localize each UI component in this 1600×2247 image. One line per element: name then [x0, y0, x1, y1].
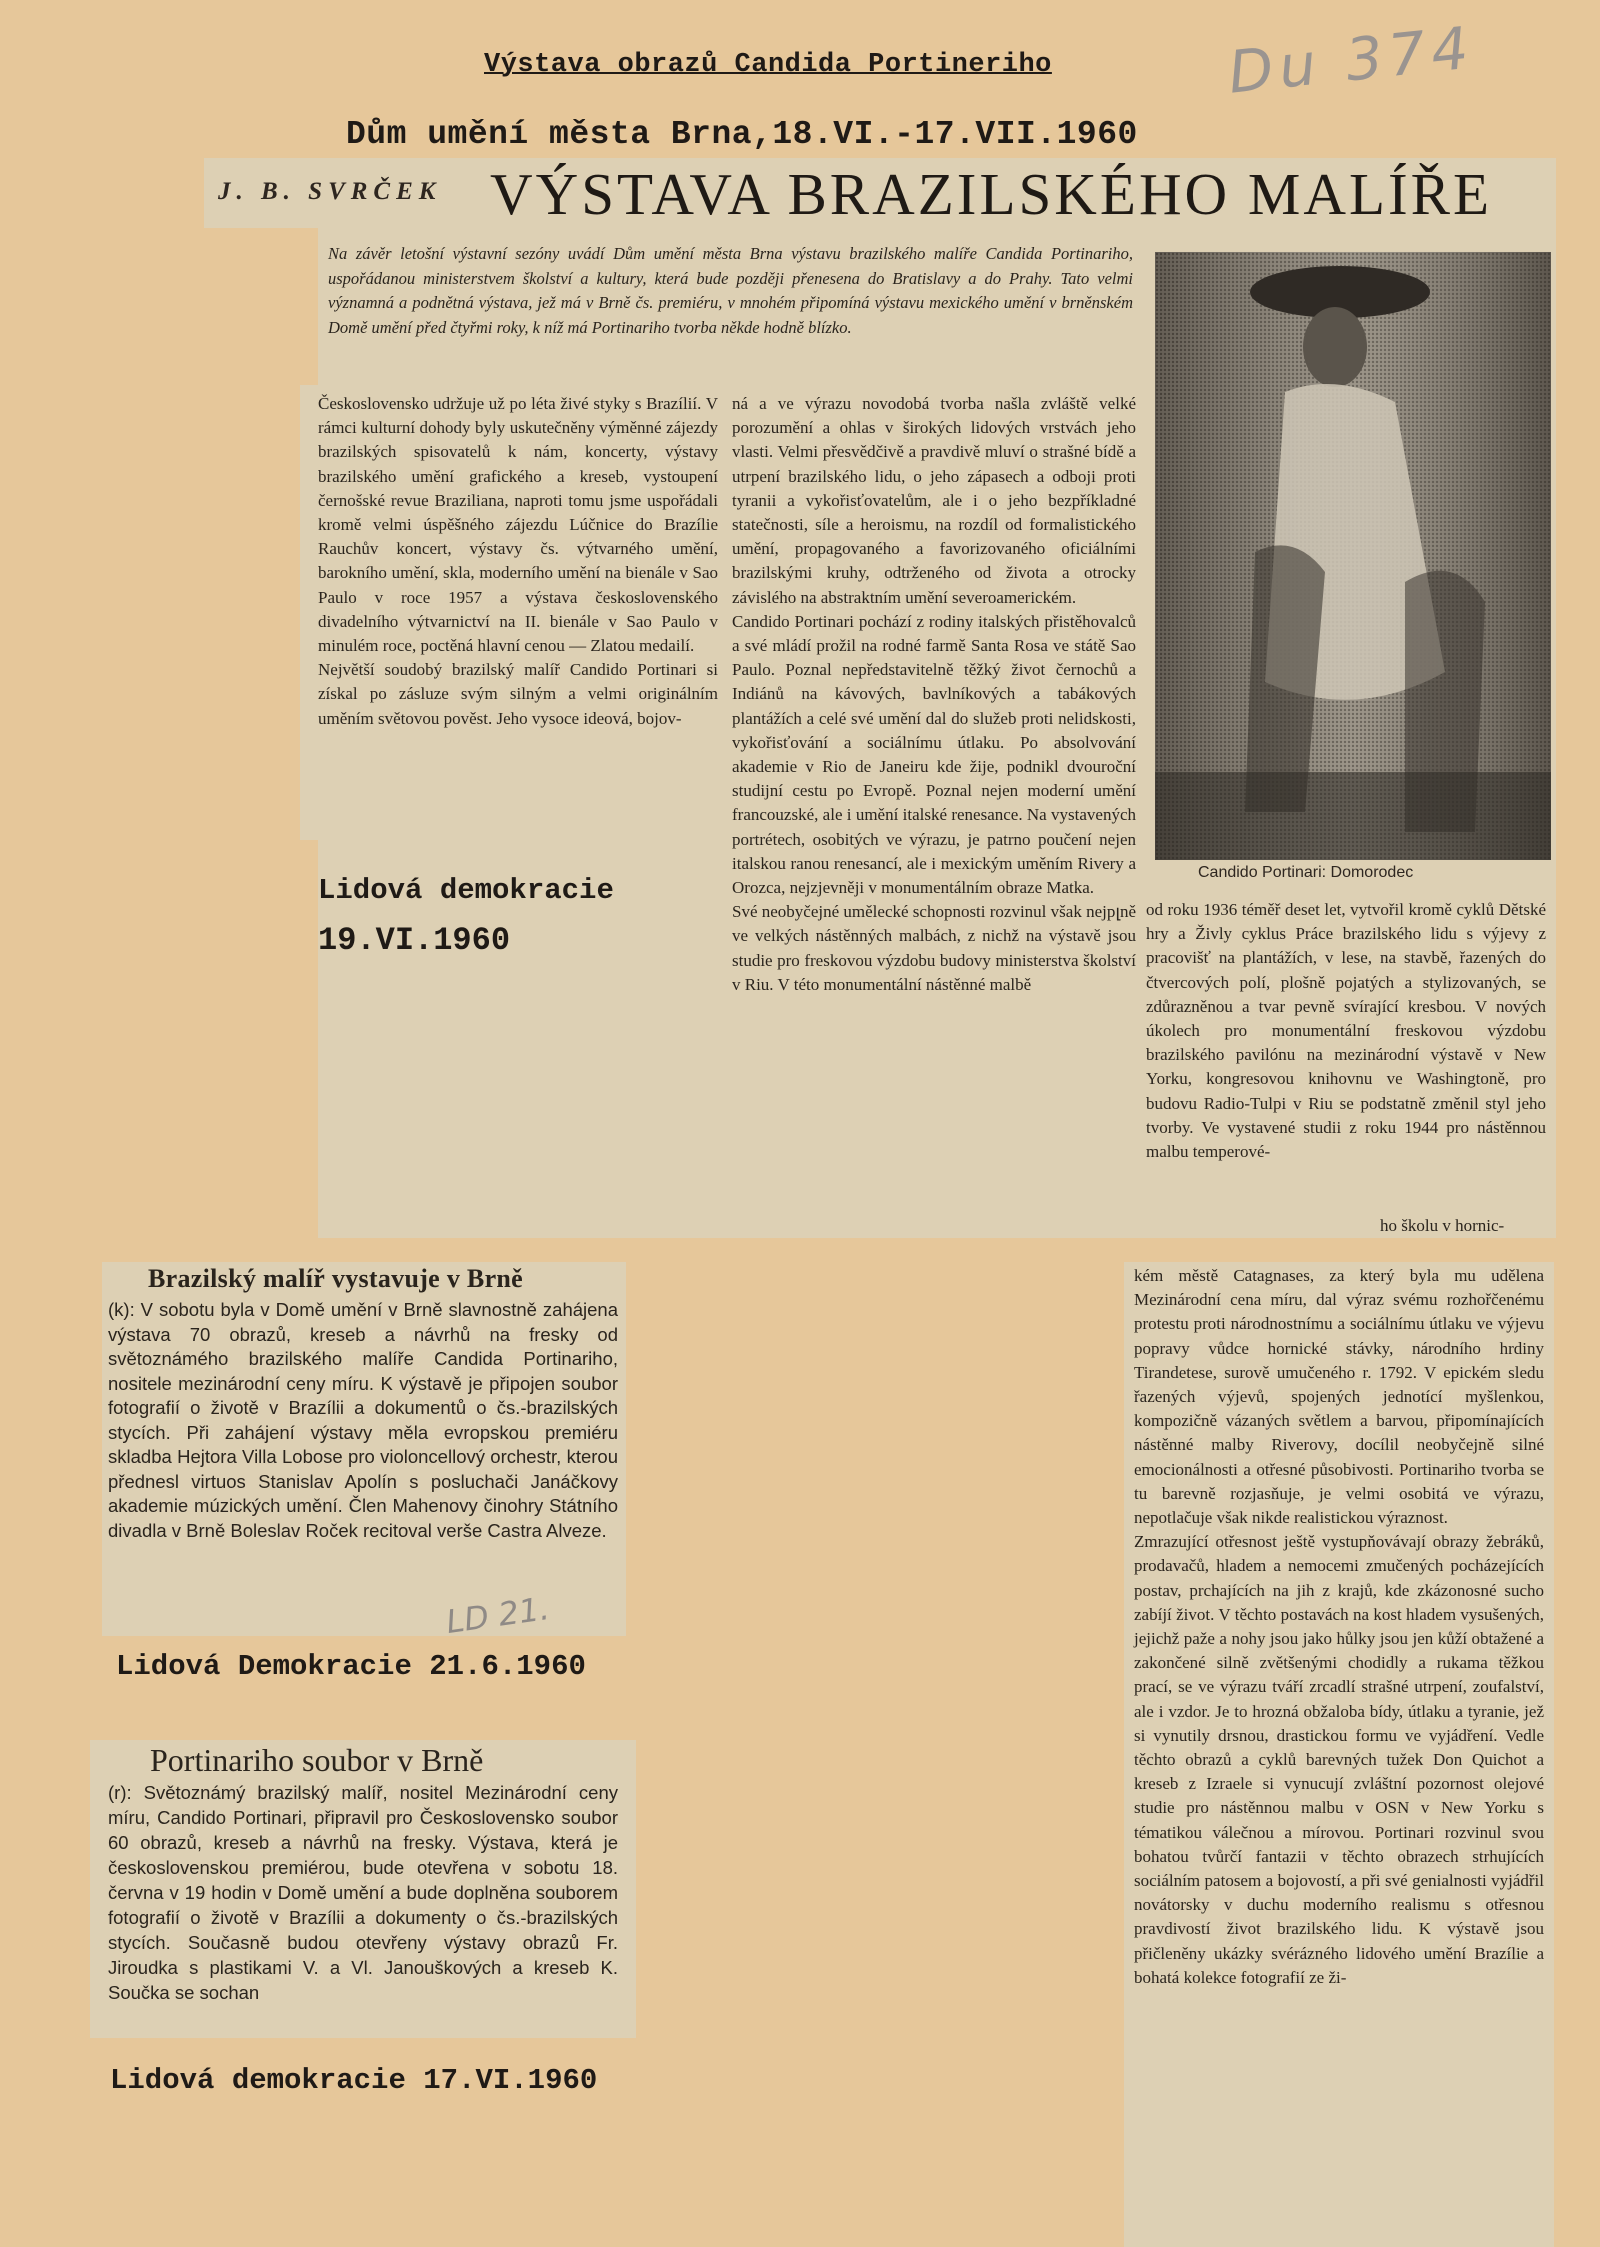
- photo-caption: Candido Portinari: Domorodec: [1198, 864, 1414, 881]
- clipping2-margin-note: LD 21.: [443, 1588, 552, 1642]
- archive-number: Du 374: [1225, 13, 1478, 107]
- clipping3-source-line: Lidová demokracie 17.VI.1960: [110, 2064, 598, 2097]
- article-headline: VÝSTAVA BRAZILSKÉHO MALÍŘE: [490, 161, 1493, 227]
- source-date-1: 19.VI.1960: [318, 922, 511, 959]
- article-column-3-fragment: ho školu v hornic-: [1380, 1216, 1505, 1235]
- exhibition-venue: Dům umění města Brna,18.VI.-17.VII.1960: [346, 116, 1138, 153]
- clipping3-body: (r): Světoznámý brazilský malíř, nositel Mezinárodní ceny míru, Candido Portinari, připravil pro Československo soubor 60 obrazů, kreseb a návrhů na fresky. Výstava, která je československou premiérou, bude otevřena v sobotu 18. června v 19 hodin v Domě umění a bude doplněna souborem fotografií o životě v Brazílii a dokumenty o čs.-brazilských stycích. Současně budou otevřeny výstavy obrazů Fr. Jiroudka s plastikami V. a Vl. Janouškových a kreseb K. Součka se sochan: [108, 1782, 618, 2003]
- article-author: J. B. SVRČEK: [218, 178, 442, 205]
- article-lead: Na závěr letošní výstavní sezóny uvádí Dům umění města Brna výstavu brazilského malíře Candida Portinariho, uspořádanou ministerstvem školství a kultury, která bude později přenesena do Bratislavy a do Prahy. Tato velmi významná a podnětná výstava, jež má v Brně čs. premiéru, v mnohém připomíná výstavu mexického umění v brněnském Domě umění před čtyřmi roky, k níž má Portinariho tvorba někde hodně blízko.: [328, 244, 1133, 337]
- clipping2-headline: Brazilský malíř vystavuje v Brně: [148, 1264, 524, 1293]
- article-column-2: ná a ve výrazu novodobá tvorba našla zvláště velké porozumění a ohlas v širokých lidových vrstvách jeho vlasti. Velmi přesvědčivě a pravdivě mluví o strašné bídě a utrpení brazilského lidu, o jeho zápasech a odboji proti tyranii a vykořisťovatelům, ale i o jeho bezpříkladné statečnosti, síle a heroismu, na rozdíl od formalistického umění, propagovaného a favorizovaného oficiálními brazilskými kruhy, odtrženého od života a otrocky závislého na abstraktním umění severoamerickém. Candido Portinari pochází z rodiny italských přistěhovalců a své mládí prožil na rodné farmě Santa Rosa ve státě Sao Paulo. Poznal nepředstavitelně těžký život černochů a Indiánů na kávových, bavlníkových a tabákových plantážích a celé své umění dal do služeb proti nelidskosti, vykořisťování a sociálnímu útlaku. Po absolvování akademie v Rio de Janeiru kde žije, podnikl dvouroční studijní cestu po Evropě. Poznal nejen moderní umění francouzské, ale i umění italské renesance. Na vystavených portrétech, osobitých ve výrazu, je patrno poučení nejen italskou ranou renesancí, ale i mexickým uměním Rivery a Orozca, nejzjevněji v monumentálním obraze Matka. Své neobyčejné umělecké schopnosti rozvinul však nejpլně ve velkých nástěnných malbách, z nichž na výstavě jsou studie pro freskovou výzdobu budovy ministerstva školství v Riu. V této monumentální nástěnné malbě: [732, 394, 1136, 994]
- photo-graphic: [1155, 252, 1551, 860]
- clipping3-headline: Portinariho soubor v Brně: [150, 1742, 484, 1778]
- article-column-4: kém městě Catagnases, za který byla mu udělena Mezinárodní cena míru, dal výraz svému rozhořčenému protestu proti národnostnímu a sociálnímu útlaku ve výjevu popravy vůdce hornické stávky, národního hrdiny Tirandetese, surově umučeného r. 1792. V epickém sledu řazených výjevů, spojených jednotící myšlenkou, kompozičně vázaných světlem a barvou, připomínajících nástěnné malby Riverovy, docílil neobyčejně silné emocionálnosti a otřesné působivosti. Portinariho tvorba se tu barevně rozjasňuje, je velmi osobitá ve výrazu, nepotlačuje však nikde realistickou výraznost. Zmrazující otřesnost ještě vystupňovávají obrazy žebráků, prodavačů, hladem a nemocemi zmučených pocházejících postav, prchajících na jih z krajů, kde zkázonosné sucho zabíjí život. V těchto postavách na kost hladem vysušených, jejichž paže a nohy jsou jako hůlky jsou jen kůží obtažené a zakončené silně zvětšenými chodidly a rukama těžkou prací, se ve výrazu tváří zrcadlí strašné utrpení, zoufalství, ale i vzdor. Je to hrozná obžaloba bídy, útlaku a tyranie, jež si vynutily drsnou, drastickou formu ve vyjádření. Vedle těchto obrazů a cyklů barevných tužek Don Quichot a kreseb z Izraele si vynucují zvláštní pozornost olejové studie pro nástěnnou malbu v OSN v New Yorku s tématikou válečnou a mírovou. Portinari rozvinul svou bohatou tvůrčí fantazii v těchto obrazech strhujících sociálním patosem a bojovostí, a při své genialnosti vyjádřil novátorsky v duchu moderního realismu s otřesnou pravdivostí život brazilského lidu. K výstavě jsou přičleněny ukázky svérázného lidového umění Brazílie a bohatá kolekce fotografií ze ži-: [1134, 1266, 1544, 1987]
- clipping2-body: (k): V sobotu byla v Domě umění v Brně slavnostně zahájena výstava 70 obrazů, kreseb a návrhů na fresky od světoznámého brazilského malíře Candida Portinariho, nositele mezinárodní ceny míru. K výstavě je připojen soubor fotografií o životě v Brazílii a dokumentů o čs.-brazilských stycích. Při zahájení výstavy měla evropskou premiéru skladba Hejtora Villa Lobose pro violoncellový orchestr, kterou přednesl virtuos Stanislav Apolín s posluchači Janáčkovy akademie múzických umění. Člen Mahenovy činohry Státního divadla v Brně Boleslav Roček recitoval verše Castra Alveze.: [108, 1299, 618, 1541]
- article-column-1: Československo udržuje už po léta živé styky s Brazílií. V rámci kulturní dohody byly uskutečněny výměnné zájezdy brazilských spisovatelů k nám, koncerty, výstavy brazilského umění grafického a kreseb, vystoupení černošské revue Braziliana, naproti tomu jsme uspořádali kromě velmi úspěšného zájezdu Lúčnice do Brazílie Rauchův koncert, výstavy čs. výtvarného umění, barokního umění, skla, moderního umění na bienále v Sao Paulo v roce 1957 a výstava československého divadelního výtvarnictví na II. bienále v Sao Paulo v minulém roce, poctěná hlavní cenou — Zlatou medailí. Největší soudobý brazilský malíř Candido Portinari si získal po zásluze svým silným a velmi originálním uměním světovou pověst. Jeho vysoce ideová, bojov-: [318, 394, 718, 728]
- portinari-domorodec-photo: [1155, 252, 1551, 860]
- clipping2-source-line: Lidová Demokracie 21.6.1960: [116, 1650, 586, 1683]
- source-newspaper-1: Lidová demokracie: [318, 874, 614, 907]
- exhibition-title: Výstava obrazů Candida Portineriho: [484, 50, 1052, 80]
- article-column-3: od roku 1936 téměř deset let, vytvořil kromě cyklů Dětské hry a Živly cyklus Práce brazilského lidu s výjevy z pracovišť na plantážích, v lese, na stavbě, řazených do čtvercových polí, plošně pojatých a stylizovaných, se zdůrazněnou a tvar pevně svírající kresbou. V nových úkolech pro monumentální freskovou výzdobu brazilského pavilónu na mezinárodní výstavě v New Yorku, kongresovou knihovnu ve Washingtoně, pro budovu Radio-Tulpi v Riu se podstatně změnil styl jeho tvorby. Ve vystavené studii z roku 1944 pro nástěnnou malbu temperové-: [1146, 900, 1546, 1162]
